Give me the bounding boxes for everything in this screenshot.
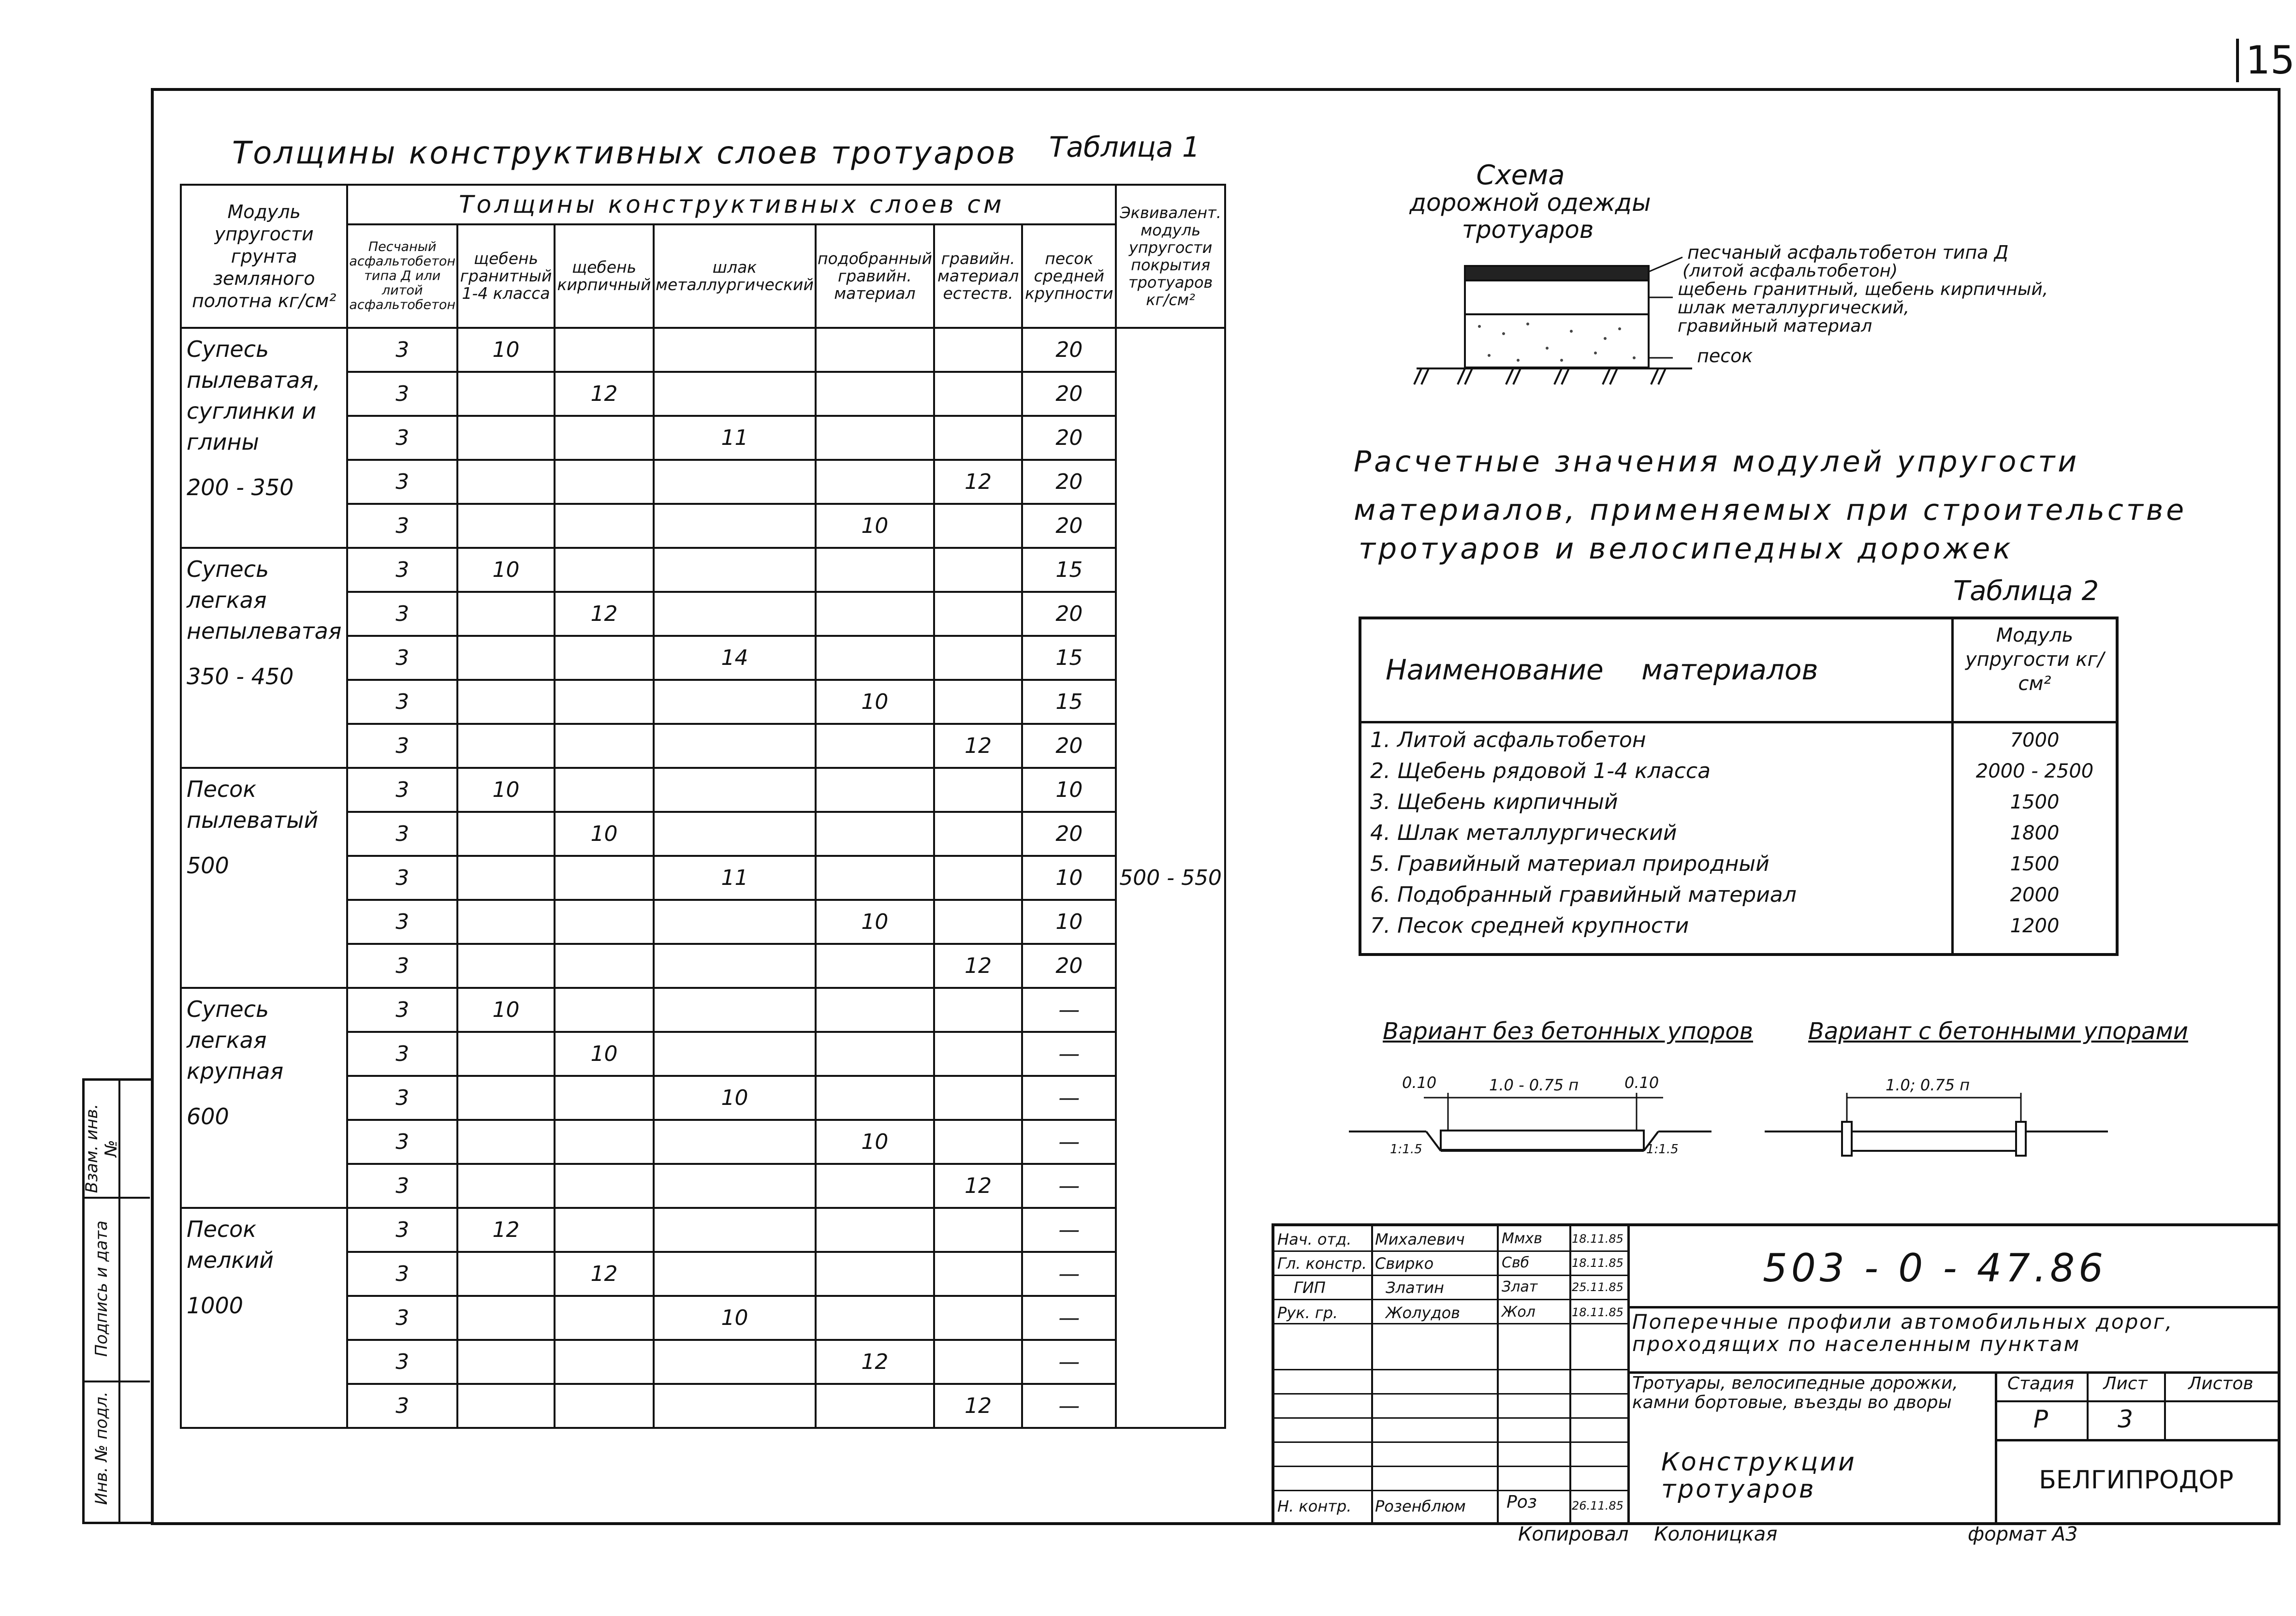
cell-slag bbox=[654, 1208, 816, 1252]
cell-brick bbox=[555, 856, 654, 900]
cell-slag bbox=[654, 944, 816, 988]
material-name: 3. Щебень кирпичный bbox=[1370, 790, 1618, 814]
variant-left-title: Вариант без бетонных упоров bbox=[1383, 1018, 1754, 1045]
cell-slag bbox=[654, 768, 816, 812]
cell-selected-gravel bbox=[816, 328, 934, 372]
cell-asphalt: 3 bbox=[347, 460, 457, 504]
variant-left-dim-mid: 1.0 - 0.75 п bbox=[1489, 1076, 1579, 1094]
variant-slope-left: 1:1.5 bbox=[1390, 1142, 1422, 1157]
cell-slag bbox=[654, 460, 816, 504]
cell-granite bbox=[457, 1164, 555, 1208]
cell-asphalt: 3 bbox=[347, 1120, 457, 1164]
sign-gip: Злат bbox=[1502, 1278, 1538, 1295]
scheme-label-sand: песок bbox=[1697, 345, 1753, 367]
cell-selected-gravel: 10 bbox=[816, 1120, 934, 1164]
scheme-label-asphalt: песчаный асфальтобетон типа Д bbox=[1687, 242, 2009, 263]
cell-selected-gravel: 10 bbox=[816, 900, 934, 944]
cell-asphalt: 3 bbox=[347, 592, 457, 636]
cell-sand: 20 bbox=[1022, 328, 1116, 372]
cell-brick bbox=[555, 944, 654, 988]
name-chief-designer: Свирко bbox=[1375, 1254, 1434, 1273]
equivalent-modulus-cell: 500 - 550 bbox=[1116, 328, 1225, 1428]
table2 bbox=[1359, 617, 2119, 956]
material-name: 2. Щебень рядовой 1-4 класса bbox=[1370, 759, 1711, 783]
cell-asphalt: 3 bbox=[347, 1032, 457, 1076]
cell-brick bbox=[555, 768, 654, 812]
cell-granite bbox=[457, 1384, 555, 1428]
cell-natural-gravel bbox=[934, 1032, 1022, 1076]
date-gip: 25.11.85 bbox=[1572, 1280, 1623, 1294]
soil-group-name: Песок пылеватый bbox=[187, 776, 319, 833]
variant-right-profile bbox=[1760, 1064, 2118, 1170]
cell-natural-gravel bbox=[934, 1076, 1022, 1120]
cell-selected-gravel bbox=[816, 1384, 934, 1428]
cell-selected-gravel bbox=[816, 944, 934, 988]
cell-granite bbox=[457, 812, 555, 856]
variant-slope-right: 1:1.5 bbox=[1646, 1142, 1679, 1157]
sheets-label: Листов bbox=[2188, 1374, 2253, 1394]
soil-group-name: Супесь пылеватая, суглинки и глины bbox=[187, 336, 321, 455]
cell-brick bbox=[555, 1296, 654, 1340]
cell-granite bbox=[457, 592, 555, 636]
org-name: БЕЛГИПРОДОР bbox=[2039, 1466, 2234, 1495]
cell-natural-gravel bbox=[934, 328, 1022, 372]
material-modulus: 7000 bbox=[2010, 729, 2060, 751]
title-block bbox=[1272, 1223, 2281, 1525]
cell-natural-gravel bbox=[934, 1252, 1022, 1296]
material-modulus: 2000 - 2500 bbox=[1975, 760, 2094, 782]
cell-selected-gravel bbox=[816, 416, 934, 460]
cell-sand: — bbox=[1022, 1208, 1116, 1252]
col-header-subgrade-modulus: Модуль упругости грунта земляного полотна кг/см² bbox=[181, 185, 347, 328]
sign-group-lead: Жол bbox=[1502, 1304, 1536, 1321]
cell-natural-gravel: 12 bbox=[934, 944, 1022, 988]
cell-granite bbox=[457, 900, 555, 944]
date-norm-control: 26.11.85 bbox=[1572, 1499, 1623, 1513]
cell-sand: — bbox=[1022, 1164, 1116, 1208]
table1-row bbox=[181, 768, 1225, 812]
cell-natural-gravel bbox=[934, 856, 1022, 900]
cell-asphalt: 3 bbox=[347, 548, 457, 592]
stamp-inv-orig: Инв. № подл. bbox=[92, 1391, 111, 1505]
cell-natural-gravel bbox=[934, 1340, 1022, 1384]
table2-col-name: Наименование материалов bbox=[1386, 653, 1818, 686]
cell-slag: 10 bbox=[654, 1296, 816, 1340]
cell-slag bbox=[654, 988, 816, 1032]
soil-group-modulus: 350 - 450 bbox=[187, 663, 294, 690]
project-title: Поперечные профили автомобильных дорог, проходящих по населенным пунктам bbox=[1632, 1310, 2174, 1356]
cell-asphalt: 3 bbox=[347, 768, 457, 812]
cell-sand: 20 bbox=[1022, 812, 1116, 856]
table2-label: Таблица 2 bbox=[1953, 575, 2099, 607]
cell-selected-gravel bbox=[816, 1164, 934, 1208]
material-modulus: 1800 bbox=[2010, 822, 2060, 844]
material-name: 7. Песок средней крупности bbox=[1370, 913, 1689, 938]
variant-right-dim-mid: 1.0; 0.75 п bbox=[1886, 1076, 1970, 1094]
cell-selected-gravel bbox=[816, 1252, 934, 1296]
cell-slag bbox=[654, 372, 816, 416]
material-name: 1. Литой асфальтобетон bbox=[1370, 728, 1646, 752]
cell-sand: 10 bbox=[1022, 900, 1116, 944]
variant-left-dim-side1: 0.10 bbox=[1402, 1073, 1437, 1092]
stage-value: Р bbox=[2033, 1405, 2048, 1433]
soil-group-modulus: 500 bbox=[187, 852, 229, 879]
cell-sand: 20 bbox=[1022, 944, 1116, 988]
cell-selected-gravel bbox=[816, 460, 934, 504]
cell-selected-gravel bbox=[816, 768, 934, 812]
table2-caption2: материалов, применяемых при строительстве bbox=[1354, 493, 2187, 527]
cell-natural-gravel bbox=[934, 1120, 1022, 1164]
material-name: 4. Шлак металлургический bbox=[1370, 821, 1677, 845]
soil-group-name: Песок мелкий bbox=[187, 1216, 274, 1273]
cell-granite bbox=[457, 1076, 555, 1120]
cell-granite bbox=[457, 944, 555, 988]
soil-group-modulus: 200 - 350 bbox=[187, 474, 294, 500]
cell-slag: 10 bbox=[654, 1076, 816, 1120]
cell-asphalt: 3 bbox=[347, 680, 457, 724]
cell-asphalt: 3 bbox=[347, 1384, 457, 1428]
cell-slag bbox=[654, 1384, 816, 1428]
cell-slag bbox=[654, 1252, 816, 1296]
cell-natural-gravel bbox=[934, 592, 1022, 636]
cell-granite: 10 bbox=[457, 768, 555, 812]
material-name: 5. Гравийный материал природный bbox=[1370, 852, 1770, 876]
cell-slag bbox=[654, 1032, 816, 1076]
cell-sand: — bbox=[1022, 1252, 1116, 1296]
cell-brick bbox=[555, 416, 654, 460]
paper-format: формат А3 bbox=[1968, 1523, 2078, 1545]
stamp-sign-date: Подпись и дата bbox=[92, 1220, 111, 1357]
cell-granite bbox=[457, 504, 555, 548]
sheet-value: 3 bbox=[2118, 1405, 2133, 1433]
cell-granite bbox=[457, 1120, 555, 1164]
stage-label: Стадия bbox=[2007, 1374, 2075, 1394]
cell-natural-gravel bbox=[934, 812, 1022, 856]
cell-slag bbox=[654, 1164, 816, 1208]
col-header-equiv-modulus: Эквивалент. модуль упругости покрытия тротуаров кг/см² bbox=[1116, 185, 1225, 328]
soil-group-cell bbox=[181, 988, 347, 1208]
table1-title: Толщины конструктивных слоев тротуаров bbox=[232, 135, 1017, 171]
cell-asphalt: 3 bbox=[347, 372, 457, 416]
cell-brick bbox=[555, 1120, 654, 1164]
cell-asphalt: 3 bbox=[347, 1296, 457, 1340]
col-header-group: Толщины конструктивных слоев см bbox=[347, 185, 1116, 224]
scheme-label-gravel: гравийный материал bbox=[1678, 316, 1872, 336]
scheme-label-slag: шлак металлургический, bbox=[1678, 298, 1910, 318]
soil-group-name: Супесь легкая крупная bbox=[187, 996, 284, 1084]
table1 bbox=[180, 184, 1226, 1429]
cell-granite bbox=[457, 372, 555, 416]
cell-granite bbox=[457, 1032, 555, 1076]
side-stamp bbox=[82, 1078, 152, 1524]
col-header-slag: шлак металлургический bbox=[654, 224, 816, 328]
cell-selected-gravel bbox=[816, 372, 934, 416]
title-block-rule bbox=[1274, 1275, 1627, 1276]
title-block-rule bbox=[1274, 1369, 1627, 1370]
cell-asphalt: 3 bbox=[347, 416, 457, 460]
col-header-asphalt: Песчаный асфальтобетон типа Д или литой асфальтобетон bbox=[347, 224, 457, 328]
cell-sand: — bbox=[1022, 1032, 1116, 1076]
cell-natural-gravel: 12 bbox=[934, 1164, 1022, 1208]
date-group-lead: 18.11.85 bbox=[1572, 1306, 1623, 1319]
variant-right-title: Вариант с бетонными упорами bbox=[1808, 1018, 2188, 1045]
cell-selected-gravel bbox=[816, 1208, 934, 1252]
cell-natural-gravel bbox=[934, 504, 1022, 548]
cell-asphalt: 3 bbox=[347, 900, 457, 944]
cell-granite bbox=[457, 1340, 555, 1384]
cell-sand: 20 bbox=[1022, 372, 1116, 416]
cell-brick: 12 bbox=[555, 372, 654, 416]
cell-slag: 14 bbox=[654, 636, 816, 680]
stamp-replace-inv: Взам. инв. № bbox=[82, 1103, 121, 1193]
cell-granite: 10 bbox=[457, 988, 555, 1032]
cell-selected-gravel bbox=[816, 548, 934, 592]
table1-row bbox=[181, 548, 1225, 592]
soil-group-cell bbox=[181, 1208, 347, 1428]
cell-slag bbox=[654, 812, 816, 856]
scheme-subtitle1: дорожной одежды bbox=[1409, 189, 1651, 217]
sign-norm-control: Роз bbox=[1506, 1492, 1537, 1512]
role-norm-control: Н. контр. bbox=[1277, 1497, 1352, 1515]
copied-by: Копировал Колоницкая bbox=[1518, 1523, 1778, 1545]
cell-selected-gravel bbox=[816, 856, 934, 900]
cell-asphalt: 3 bbox=[347, 1208, 457, 1252]
title-block-rule bbox=[1274, 1490, 1627, 1491]
cell-granite bbox=[457, 1252, 555, 1296]
cell-brick bbox=[555, 636, 654, 680]
cell-brick: 10 bbox=[555, 812, 654, 856]
cell-sand: 20 bbox=[1022, 504, 1116, 548]
cell-brick bbox=[555, 504, 654, 548]
soil-group-cell bbox=[181, 548, 347, 768]
table1-row bbox=[181, 328, 1225, 372]
scheme-label-crushed-stone: щебень гранитный, щебень кирпичный, bbox=[1678, 279, 2048, 299]
cell-brick bbox=[555, 460, 654, 504]
cell-sand: 20 bbox=[1022, 724, 1116, 768]
soil-group-modulus: 600 bbox=[187, 1103, 229, 1130]
cell-natural-gravel bbox=[934, 372, 1022, 416]
cell-granite bbox=[457, 724, 555, 768]
cell-brick bbox=[555, 988, 654, 1032]
cell-asphalt: 3 bbox=[347, 328, 457, 372]
cell-sand: — bbox=[1022, 988, 1116, 1032]
cell-brick bbox=[555, 548, 654, 592]
variant-left-dim-side2: 0.10 bbox=[1624, 1073, 1659, 1092]
material-name: 6. Подобранный гравийный материал bbox=[1370, 882, 1797, 907]
cell-natural-gravel: 12 bbox=[934, 724, 1022, 768]
sheet-label: Лист bbox=[2103, 1374, 2148, 1394]
table2-caption1: Расчетные значения модулей упругости bbox=[1354, 445, 2080, 479]
cell-natural-gravel bbox=[934, 768, 1022, 812]
cell-slag bbox=[654, 680, 816, 724]
cell-sand: 10 bbox=[1022, 856, 1116, 900]
col-header-brick: щебень кирпичный bbox=[555, 224, 654, 328]
cell-natural-gravel bbox=[934, 1296, 1022, 1340]
table1-row bbox=[181, 1208, 1225, 1252]
cell-slag bbox=[654, 504, 816, 548]
cell-brick bbox=[555, 680, 654, 724]
cell-sand: 20 bbox=[1022, 460, 1116, 504]
cell-asphalt: 3 bbox=[347, 636, 457, 680]
material-modulus: 1500 bbox=[2010, 791, 2060, 813]
cell-selected-gravel: 10 bbox=[816, 680, 934, 724]
role-group-lead: Рук. гр. bbox=[1277, 1304, 1338, 1322]
cell-natural-gravel bbox=[934, 900, 1022, 944]
table2-col-modulus: Модуль упругости кг/см² bbox=[1965, 624, 2105, 695]
table1-row bbox=[181, 988, 1225, 1032]
name-gip: Златин bbox=[1386, 1278, 1444, 1297]
material-modulus: 2000 bbox=[2010, 884, 2060, 906]
cell-granite bbox=[457, 416, 555, 460]
cell-natural-gravel bbox=[934, 548, 1022, 592]
soil-group-cell bbox=[181, 328, 347, 548]
cell-slag bbox=[654, 900, 816, 944]
col-header-natural-gravel: гравийн. материал естеств. bbox=[934, 224, 1022, 328]
date-chief-designer: 18.11.85 bbox=[1572, 1256, 1623, 1270]
cell-natural-gravel bbox=[934, 1208, 1022, 1252]
cell-brick bbox=[555, 1164, 654, 1208]
cell-asphalt: 3 bbox=[347, 724, 457, 768]
cell-slag bbox=[654, 328, 816, 372]
cell-selected-gravel bbox=[816, 1032, 934, 1076]
cell-brick: 10 bbox=[555, 1032, 654, 1076]
cell-natural-gravel bbox=[934, 636, 1022, 680]
cell-natural-gravel: 12 bbox=[934, 460, 1022, 504]
name-group-lead: Жолудов bbox=[1386, 1304, 1460, 1322]
cell-granite bbox=[457, 856, 555, 900]
variant-left-profile bbox=[1344, 1064, 1721, 1170]
col-header-selected-gravel: подобранный гравийн. материал bbox=[816, 224, 934, 328]
cell-sand: 15 bbox=[1022, 548, 1116, 592]
cell-slag: 11 bbox=[654, 856, 816, 900]
cell-granite: 10 bbox=[457, 548, 555, 592]
cell-slag bbox=[654, 724, 816, 768]
cell-selected-gravel bbox=[816, 812, 934, 856]
cell-sand: 15 bbox=[1022, 636, 1116, 680]
cell-asphalt: 3 bbox=[347, 944, 457, 988]
scheme-label-cast-asphalt: (литой асфальтобетон) bbox=[1682, 261, 1898, 281]
title-block-rule bbox=[1274, 1466, 1627, 1467]
cell-asphalt: 3 bbox=[347, 504, 457, 548]
table1-label: Таблица 1 bbox=[1049, 131, 1200, 163]
cell-sand: — bbox=[1022, 1076, 1116, 1120]
cell-brick bbox=[555, 328, 654, 372]
cell-brick bbox=[555, 900, 654, 944]
cell-brick bbox=[555, 724, 654, 768]
cell-brick: 12 bbox=[555, 1252, 654, 1296]
cell-natural-gravel bbox=[934, 416, 1022, 460]
cell-sand: 20 bbox=[1022, 592, 1116, 636]
date-head-dept: 18.11.85 bbox=[1572, 1232, 1623, 1246]
soil-group-modulus: 1000 bbox=[187, 1293, 244, 1319]
col-header-sand: песок средней крупности bbox=[1022, 224, 1116, 328]
title-block-rule bbox=[1274, 1250, 1627, 1252]
cell-sand: — bbox=[1022, 1384, 1116, 1428]
scheme-subtitle2: тротуаров bbox=[1462, 216, 1594, 244]
soil-group-name: Супесь легкая непылеватая bbox=[187, 556, 342, 644]
name-head-dept: Михалевич bbox=[1375, 1230, 1465, 1249]
cell-asphalt: 3 bbox=[347, 988, 457, 1032]
title-block-rule bbox=[1274, 1323, 1627, 1324]
cell-asphalt: 3 bbox=[347, 1164, 457, 1208]
cell-asphalt: 3 bbox=[347, 1076, 457, 1120]
name-norm-control: Розенблюм bbox=[1375, 1497, 1466, 1515]
cell-granite: 10 bbox=[457, 328, 555, 372]
cell-sand: 10 bbox=[1022, 768, 1116, 812]
cell-granite: 12 bbox=[457, 1208, 555, 1252]
cell-selected-gravel: 10 bbox=[816, 504, 934, 548]
section-title: Тротуары, велосипедные дорожки, камни бортовые, въезды во дворы bbox=[1632, 1373, 1958, 1412]
sign-head-dept: Ммхв bbox=[1502, 1230, 1542, 1247]
sheet-corner-number: 15 bbox=[2236, 39, 2295, 82]
cell-brick: 12 bbox=[555, 592, 654, 636]
cell-brick bbox=[555, 1076, 654, 1120]
title-block-rule bbox=[1274, 1441, 1627, 1443]
soil-group-cell bbox=[181, 768, 347, 988]
cell-granite bbox=[457, 680, 555, 724]
cell-sand: — bbox=[1022, 1340, 1116, 1384]
cell-brick bbox=[555, 1208, 654, 1252]
cell-sand: — bbox=[1022, 1120, 1116, 1164]
cell-sand: 20 bbox=[1022, 416, 1116, 460]
title-block-rule bbox=[1274, 1299, 1627, 1300]
drawing-title: Конструкции тротуаров bbox=[1661, 1448, 1857, 1504]
cell-asphalt: 3 bbox=[347, 1252, 457, 1296]
cell-brick bbox=[555, 1340, 654, 1384]
cell-selected-gravel bbox=[816, 988, 934, 1032]
title-block-rule bbox=[1274, 1417, 1627, 1419]
role-gip: ГИП bbox=[1294, 1278, 1326, 1297]
cell-selected-gravel bbox=[816, 1296, 934, 1340]
cell-selected-gravel bbox=[816, 592, 934, 636]
sign-chief-designer: Свб bbox=[1502, 1254, 1530, 1271]
drawing-code: 503 - 0 - 47.86 bbox=[1763, 1246, 2107, 1291]
cell-granite bbox=[457, 636, 555, 680]
cell-natural-gravel: 12 bbox=[934, 1384, 1022, 1428]
cell-selected-gravel bbox=[816, 1076, 934, 1120]
cell-asphalt: 3 bbox=[347, 812, 457, 856]
cell-natural-gravel bbox=[934, 988, 1022, 1032]
cell-slag bbox=[654, 1120, 816, 1164]
cell-asphalt: 3 bbox=[347, 1340, 457, 1384]
material-modulus: 1500 bbox=[2010, 853, 2060, 875]
cell-sand: 15 bbox=[1022, 680, 1116, 724]
scheme-title: Схема bbox=[1476, 160, 1565, 191]
role-chief-designer: Гл. констр. bbox=[1277, 1254, 1367, 1273]
cell-asphalt: 3 bbox=[347, 856, 457, 900]
cell-slag bbox=[654, 592, 816, 636]
cell-granite bbox=[457, 1296, 555, 1340]
cell-selected-gravel: 12 bbox=[816, 1340, 934, 1384]
cell-selected-gravel bbox=[816, 636, 934, 680]
role-head-dept: Нач. отд. bbox=[1277, 1230, 1352, 1249]
col-header-granite: щебень гранитный 1-4 класса bbox=[457, 224, 555, 328]
cell-sand: — bbox=[1022, 1296, 1116, 1340]
table2-caption3: тротуаров и велосипедных дорожек bbox=[1359, 532, 2014, 566]
title-block-rule bbox=[1274, 1393, 1627, 1395]
cell-slag bbox=[654, 1340, 816, 1384]
cell-slag: 11 bbox=[654, 416, 816, 460]
cell-natural-gravel bbox=[934, 680, 1022, 724]
cell-granite bbox=[457, 460, 555, 504]
cell-selected-gravel bbox=[816, 724, 934, 768]
material-modulus: 1200 bbox=[2010, 915, 2060, 937]
cell-brick bbox=[555, 1384, 654, 1428]
cell-slag bbox=[654, 548, 816, 592]
